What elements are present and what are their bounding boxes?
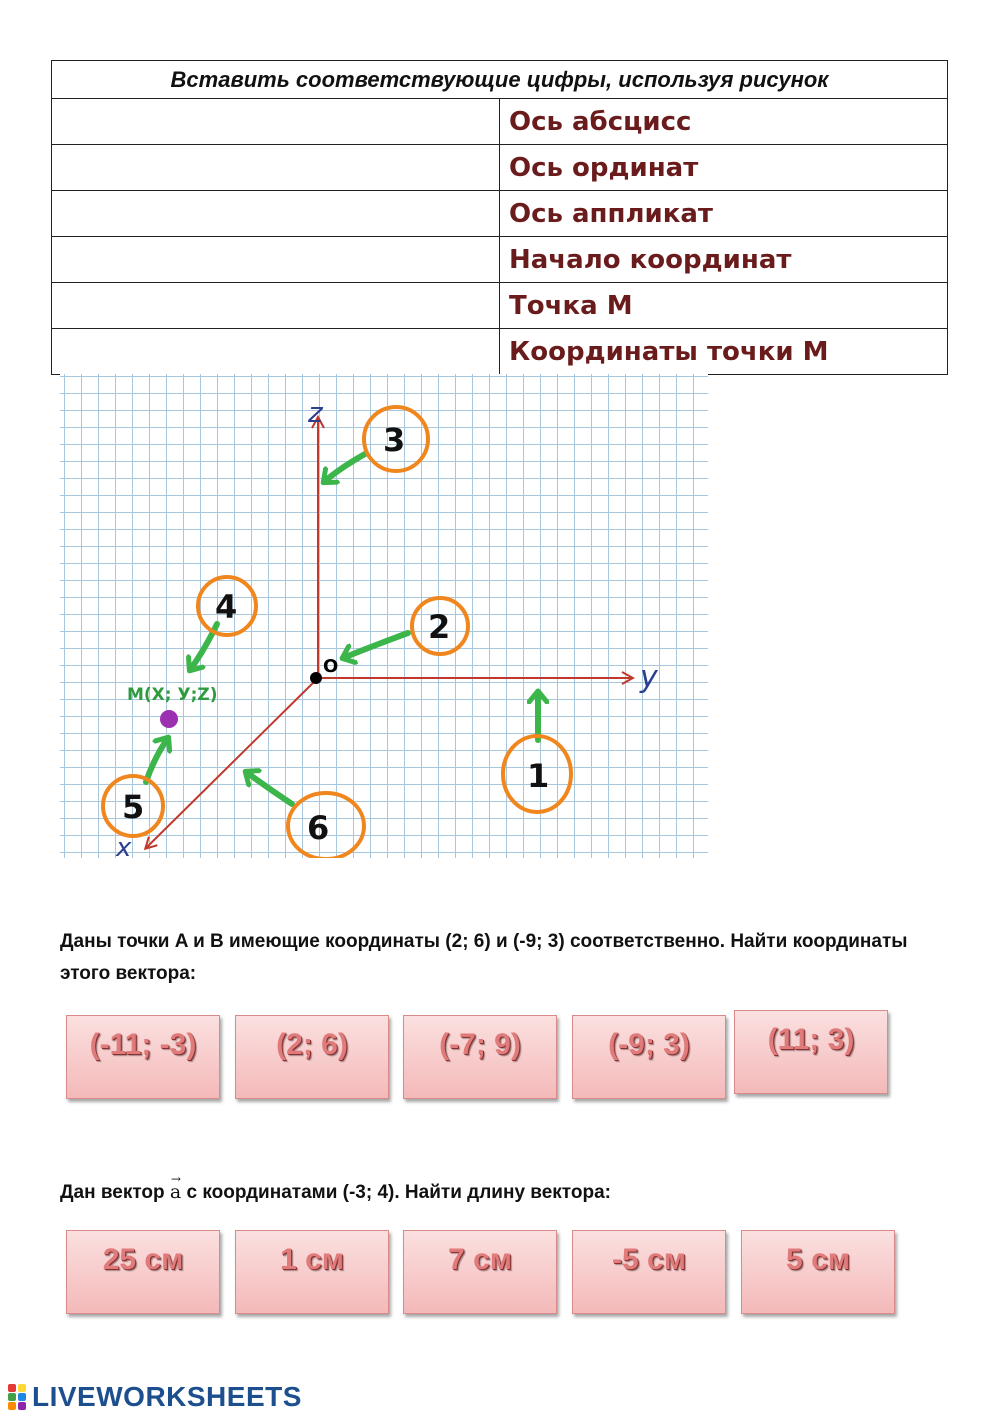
coordinate-system-drawing (60, 374, 708, 858)
table-row (52, 145, 948, 191)
answer-input-applicate[interactable] (52, 191, 499, 236)
row-label: Точка M (500, 283, 948, 329)
marker-4 (198, 577, 256, 635)
point-m (160, 710, 178, 728)
marker-6 (288, 793, 364, 858)
liveworksheets-logo (8, 1381, 302, 1413)
row-label: Ось абсцисс (500, 99, 948, 145)
table-row (52, 237, 948, 283)
answer-cell[interactable] (52, 329, 500, 375)
svg-text:3: 3 (383, 421, 406, 459)
answer-cell[interactable] (52, 283, 500, 329)
answer-cell[interactable] (52, 237, 500, 283)
svg-text:4: 4 (215, 588, 238, 626)
question-2-text: Дан вектор → a с координатами (-3; 4). Найти длину вектора: (60, 1176, 940, 1209)
arrow-to-x-axis (246, 772, 292, 804)
q1-option-2[interactable]: (2; 6) (235, 1015, 389, 1099)
answer-input-origin[interactable] (52, 237, 499, 282)
svg-text:6: 6 (307, 809, 330, 847)
marker-5 (103, 776, 163, 836)
x-axis-label: x (116, 833, 132, 858)
q2-option-2[interactable]: 1 см (235, 1230, 389, 1314)
table-header: Вставить соответствующие цифры, используя рисунок (52, 61, 948, 99)
q2-option-3[interactable]: 7 см (403, 1230, 557, 1314)
logo-blocks-icon (8, 1384, 28, 1410)
arrow-to-origin (343, 633, 408, 658)
arrow-to-z-axis (324, 454, 365, 482)
logo-text: LIVEWORKSHEETS (32, 1381, 302, 1412)
q1-option-5[interactable]: (11; 3) (734, 1010, 888, 1094)
table-row (52, 283, 948, 329)
q1-option-4[interactable]: (-9; 3) (572, 1015, 726, 1099)
answer-input-point-m-coords[interactable] (52, 329, 499, 374)
q2-option-5[interactable]: 5 см (741, 1230, 895, 1314)
svg-text:2: 2 (428, 608, 451, 646)
row-label: Ось ординат (500, 145, 948, 191)
answer-cell[interactable] (52, 145, 500, 191)
point-m-label: M(X; У;Z) (127, 685, 218, 705)
origin-point (310, 672, 322, 684)
answer-cell[interactable] (52, 191, 500, 237)
answer-input-point-m[interactable] (52, 283, 499, 328)
q2-option-4[interactable]: -5 см (572, 1230, 726, 1314)
table-row (52, 329, 948, 375)
arrow-from-5-to-m (146, 738, 168, 782)
z-axis-label: z (308, 396, 323, 429)
vector-a-symbol: → a (170, 1176, 181, 1208)
q1-option-3[interactable]: (-7; 9) (403, 1015, 557, 1099)
marker-3 (364, 407, 428, 471)
row-label: Координаты точки M (500, 329, 948, 375)
answer-input-ordinate[interactable] (52, 145, 499, 190)
q2-option-1[interactable]: 25 см (66, 1230, 220, 1314)
marker-2 (412, 598, 468, 654)
svg-text:5: 5 (122, 788, 145, 826)
matching-table (51, 60, 948, 375)
svg-text:1: 1 (527, 757, 550, 795)
row-label: Ось аппликат (500, 191, 948, 237)
question-1-text: Даны точки A и B имеющие координаты (2; 6) и (-9; 3) соответственно. Найти координаты этого вектора: (60, 931, 908, 984)
answer-input-abscissa[interactable] (52, 99, 499, 144)
table-row (52, 99, 948, 145)
marker-1 (503, 736, 571, 812)
answer-cell[interactable] (52, 99, 500, 145)
table-row (52, 191, 948, 237)
y-axis-label: y (640, 660, 658, 695)
q1-option-1[interactable]: (-11; -3) (66, 1015, 220, 1099)
row-label: Начало координат (500, 237, 948, 283)
origin-label: O (323, 656, 339, 677)
coordinate-figure (60, 374, 708, 858)
